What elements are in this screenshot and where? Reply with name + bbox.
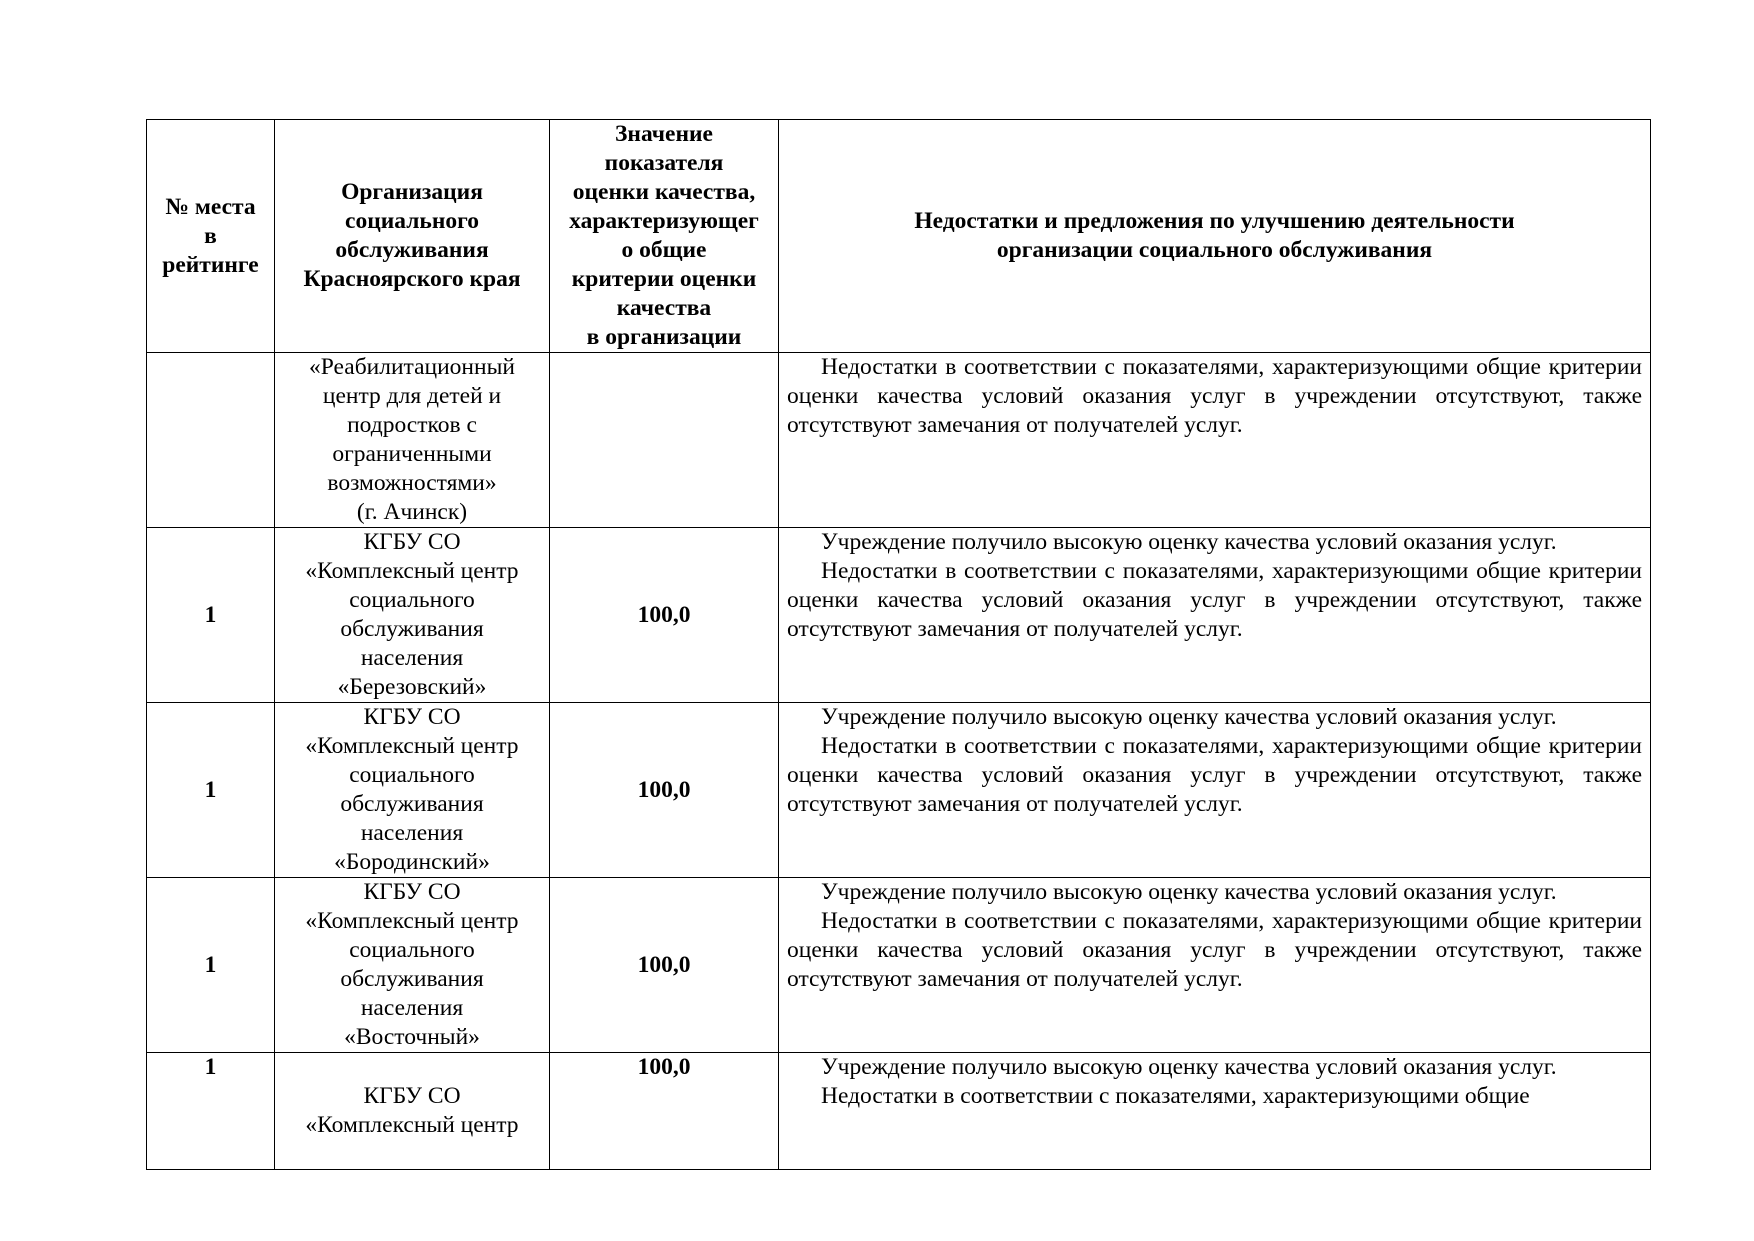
table-body <box>147 353 1651 1170</box>
rank-text: 1 <box>204 1054 217 1080</box>
organization-cell: КГБУ СО «Комплексный центр социального обслуживания населения «Восточный» <box>275 878 550 1053</box>
notes-cell <box>779 353 1651 528</box>
notes-paragraph: Недостатки в соответствии с показателями, характеризующими общие критерии оценки качества условий оказания услуг в учреждении отсутствуют, также отсутствуют замечания от получателей услуг. <box>787 733 1642 817</box>
header-notes: Недостатки и предложения по улучшению деятельности организации социального обслуживания <box>779 120 1651 353</box>
score-cell: 100,0 <box>550 528 779 703</box>
rank-cell <box>147 1053 275 1170</box>
table-row <box>147 528 1651 703</box>
notes-paragraph: Учреждение получило высокую оценку качества условий оказания услуг. <box>821 704 1557 730</box>
notes-cell <box>779 1053 1651 1170</box>
header-row <box>147 120 1651 353</box>
organization-text: КГБУ СО «Комплексный центр <box>305 1083 519 1138</box>
notes-paragraph: Недостатки в соответствии с показателями, характеризующими общие критерии оценки качества условий оказания услуг в учреждении отсутствуют, также отсутствуют замечания от получателей услуг. <box>787 558 1642 642</box>
table-header <box>147 120 1651 353</box>
rank-cell: 1 <box>147 878 275 1053</box>
notes-paragraph: Недостатки в соответствии с показателями, характеризующими общие <box>821 1083 1530 1109</box>
rating-table <box>146 119 1651 1170</box>
rank-cell <box>147 353 275 528</box>
table-row <box>147 1053 1651 1170</box>
table-row <box>147 878 1651 1053</box>
header-rank: № места в рейтинге <box>147 120 275 353</box>
score-cell <box>550 353 779 528</box>
notes-paragraph: Недостатки в соответствии с показателями, характеризующими общие критерии оценки качества условий оказания услуг в учреждении отсутствуют, также отсутствуют замечания от получателей услуг. <box>787 908 1642 992</box>
notes-cell <box>779 878 1651 1053</box>
rank-cell: 1 <box>147 703 275 878</box>
header-score: Значение показателя оценки качества, характеризующег о общие критерии оценки качества в организации <box>550 120 779 353</box>
table-row <box>147 703 1651 878</box>
score-cell: 100,0 <box>550 703 779 878</box>
notes-paragraph: Учреждение получило высокую оценку качества условий оказания услуг. <box>821 529 1557 555</box>
table-row <box>147 353 1651 528</box>
header-organization: Организация социального обслуживания Красноярского края <box>275 120 550 353</box>
notes-paragraph: Учреждение получило высокую оценку качества условий оказания услуг. <box>821 1054 1557 1080</box>
notes-cell <box>779 703 1651 878</box>
notes-paragraph: Недостатки в соответствии с показателями, характеризующими общие критерии оценки качества условий оказания услуг в учреждении отсутствуют, также отсутствуют замечания от получателей услуг. <box>787 354 1642 438</box>
organization-cell: «Реабилитационный центр для детей и подростков с ограниченными возможностями» (г. Ачинск) <box>275 353 550 528</box>
organization-cell <box>275 1053 550 1170</box>
rank-cell: 1 <box>147 528 275 703</box>
organization-cell: КГБУ СО «Комплексный центр социального обслуживания населения «Бородинский» <box>275 703 550 878</box>
notes-paragraph: Учреждение получило высокую оценку качества условий оказания услуг. <box>821 879 1557 905</box>
notes-text <box>787 1053 1642 1111</box>
notes-cell <box>779 528 1651 703</box>
score-text: 100,0 <box>637 1054 691 1080</box>
score-cell <box>550 1053 779 1170</box>
score-cell: 100,0 <box>550 878 779 1053</box>
organization-cell: КГБУ СО «Комплексный центр социального обслуживания населения «Березовский» <box>275 528 550 703</box>
